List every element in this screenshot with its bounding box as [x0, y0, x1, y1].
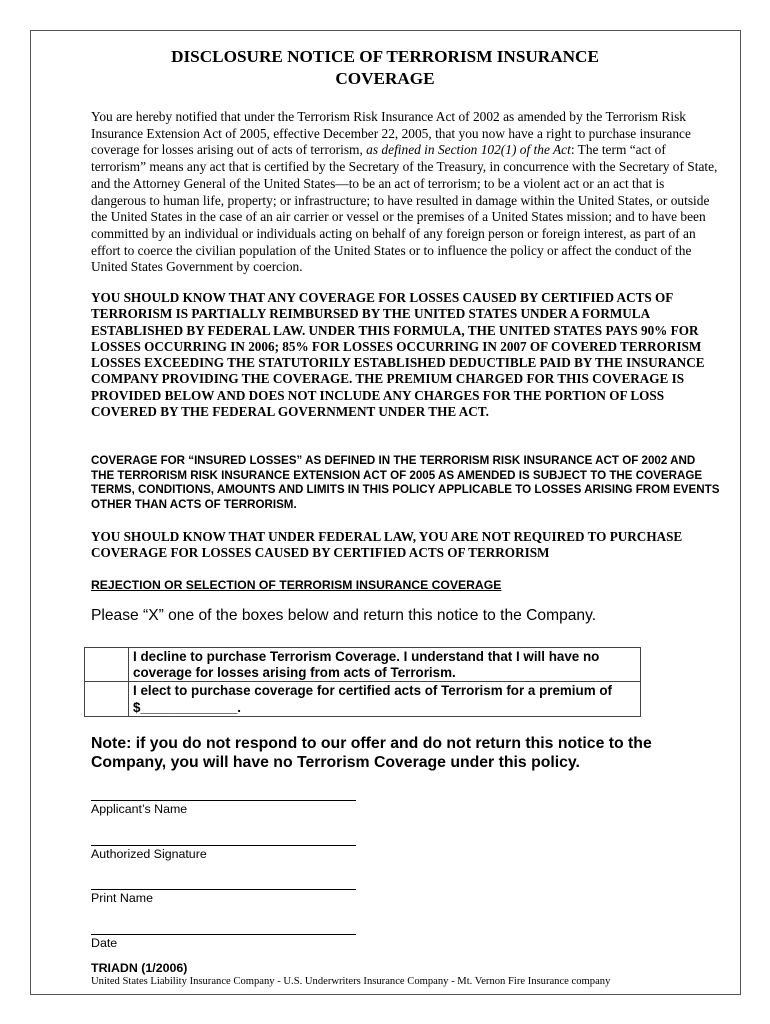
title-line-2: COVERAGE: [335, 69, 435, 88]
not-required-paragraph: YOU SHOULD KNOW THAT UNDER FEDERAL LAW, YOU ARE NOT REQUIRED TO PURCHASE COVERAGE FOR LOSSES CAUSED BY CERTIFIED ACTS OF TERRORISM: [91, 529, 683, 561]
no-response-note: Note: if you do not respond to our offer and do not return this notice to the Company, you will have no Terrorism Coverage under this policy.: [91, 735, 652, 771]
insured-losses-paragraph: COVERAGE FOR “INSURED LOSSES” AS DEFINED IN THE TERRORISM RISK INSURANCE ACT OF 2002 AND THE TERRORISM RISK INSURANCE EXTENSION ACT OF 2005 AS AMENDED IS SUBJECT TO THE COVERAGE TERMS, CONDITIONS, AMOUNTS AND LIMITS IN THIS POLICY APPLICABLE TO LOSSES ARISING FROM EVENTS OTHER THAN ACTS OF TERRORISM.: [91, 454, 720, 511]
notice-text-italic: as defined in Section 102(1) of the Act: [366, 142, 571, 158]
coverage-choice-table: [84, 647, 641, 717]
notice-text-end: : The term “act of terrorism” means any act that is certified by the Secretary of the Treasury, in concurrence with the Secretary of State, and the Attorney General of the United States—to be an act of terrorism; to be a violent act or an act that is dangerous to human life, property; or infrastructure; to have resulted in damage within the United States, or outside the United States in the case of an air carrier or vessel or the premises of a United States mission; and to have been committed by an individual or individuals acting on behalf of any foreign person or foreign interest, as part of an effort to coerce the civilian population of the United States or to influence the policy or affect the conduct of the United States Government by coercion.: [91, 142, 718, 275]
decline-option-label: I decline to purchase Terrorism Coverage. I understand that I will have no coverage for losses arising from acts of Terrorism.: [129, 648, 641, 682]
decline-row: [85, 648, 641, 682]
notice-text-start: You are hereby notified that under the Terrorism Risk Insurance Act of 2002 as amended by the Terrorism Risk Insurance Extension Act of 2005, effective December 22, 2005, that you now have a right to purchase insurance coverage for losses arising out of acts of terrorism,: [91, 109, 691, 158]
date-label: Date: [91, 936, 118, 950]
date-line: [91, 934, 356, 935]
applicant-name-line: [91, 800, 356, 801]
document-title: [100, 46, 670, 90]
applicant-name-label: Applicant’s Name: [91, 802, 188, 816]
print-name-field[interactable]: [91, 889, 356, 905]
authorized-signature-line: [91, 845, 356, 846]
footer-companies: United States Liability Insurance Company - U.S. Underwriters Insurance Company - Mt. Vernon Fire Insurance company: [91, 976, 611, 987]
rejection-selection-heading: REJECTION OR SELECTION OF TERRORISM INSURANCE COVERAGE: [91, 578, 502, 592]
decline-checkbox[interactable]: [85, 648, 129, 682]
reimbursement-paragraph: YOU SHOULD KNOW THAT ANY COVERAGE FOR LOSSES CAUSED BY CERTIFIED ACTS OF TERRORISM IS PARTIALLY REIMBURSED BY THE UNITED STATES UNDER A FORMULA ESTABLISHED BY FEDERAL LAW. UNDER THIS FORMULA, THE UNITED STATES PAYS 90% FOR LOSSES OCCURRING IN 2006; 85% FOR LOSSES OCCURRING IN 2007 OF COVERED TERRORISM LOSSES EXCEEDING THE STATUTORILY ESTABLISHED DEDUCTIBLE PAID BY THE INSURANCE COMPANY PROVIDING THE COVERAGE. THE PREMIUM CHARGED FOR THIS COVERAGE IS PROVIDED BELOW AND DOES NOT INCLUDE ANY CHARGES FOR THE PORTION OF LOSS COVERED BY THE FEDERAL GOVERNMENT UNDER THE ACT.: [91, 290, 705, 420]
authorized-signature-field[interactable]: [91, 845, 356, 861]
instruction-text: Please “X” one of the boxes below and return this notice to the Company.: [91, 607, 597, 624]
applicant-name-field[interactable]: [91, 800, 356, 816]
title-line-1: DISCLOSURE NOTICE OF TERRORISM INSURANCE: [171, 47, 599, 66]
print-name-line: [91, 889, 356, 890]
print-name-label: Print Name: [91, 891, 153, 905]
notice-paragraph: [91, 109, 721, 276]
form-code: TRIADN (1/2006): [91, 961, 188, 975]
elect-checkbox[interactable]: [85, 682, 129, 716]
elect-row: [85, 682, 641, 716]
date-field[interactable]: [91, 934, 356, 950]
elect-option-label: I elect to purchase coverage for certified acts of Terrorism for a premium of $_____________.: [129, 682, 641, 716]
authorized-signature-label: Authorized Signature: [91, 847, 207, 861]
